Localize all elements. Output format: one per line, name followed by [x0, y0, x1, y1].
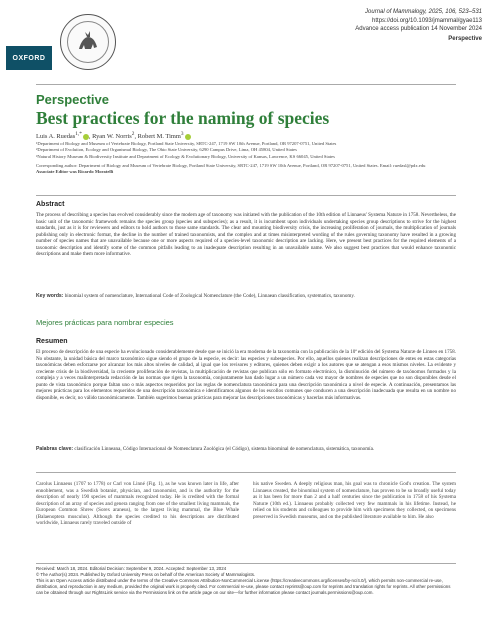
- footer-divider: [36, 563, 456, 564]
- header-divider: [36, 84, 456, 85]
- abstract-heading: Abstract: [36, 201, 65, 208]
- resumen-paragraph: El proceso de descripción de una especie ha evolucionado considerablemente desde que se inició la era moderna de la taxonomía con la publicación de la 10ª edición del Systema Naturæ de Linneo en 1758. No obstante, la unidad básica del marco taxonómico sigue siendo el grupo de la especie, es decir: las especies y subespecies. Por ello, aquellos quienes realizan descripciones de entes en estas categorías taxonómicas deben esforzarse por alcanzar los más altos niveles de calidad, al igual que los revisores y editores, quienes deben exigir a los autores que se atengan a esos mismos niveles. La evidente y creciente crisis de la biodiversidad, la creciente proliferación de revistas, la multiplicación de revistas que publican sólo en formato electrónico, la disminución del número de taxónomos formados y la compleja y a veces malinterpretada redacción de las normas que rigen la taxonomía, conjuntamente han dado lugar a un número cada vez mayor de nombres de especies que no son disponibles desde el punto de vista taxonómico porque faltan uno o más aspectos requeridos por las reglas de nomenclatura taxonómica para una descripción taxonómica a nivel de especie. A continuación, presentamos las mejores prácticas para los elementos requeridos de una descripción taxonómica e identificamos algunos de los escollos comunes que conducen a una descripción inadecuada que resulta en un nombre no disponible, es decir, no válido taxonómicamente. También sugerimos buenas prácticas para mejorar las descripciones taxonómicas y hacerlas más informativas.: [36, 349, 456, 401]
- body-divider: [36, 472, 456, 473]
- doi-link[interactable]: https://doi.org/10.1093/jmammal/gyae113: [372, 17, 482, 24]
- keywords: [36, 293, 456, 300]
- abstract-paragraph: The process of describing a species has evolved considerably since the modern age of taxonomy was initiated with the publication of the 10th edition of Linnaeus' Systema Naturæ in 1758. Nevertheless, the basic unit of the taxonomic framework remains the species group (species and subspecies); as a result, it is incumbent upon individuals undertaking species group descriptions to strive for the highest standards, just as it is for reviewers and editors to hold authors to those same standards. The clear and mounting biodiversity crisis, the increasing proliferation of journals, the multiplication of journals publishing only in electronic format, the decline in the number of trained taxonomists, and the complex and at times misinterpreted wording of the rules governing taxonomy have resulted in a growing number of species names that are unavailable because one or more aspects required of a species-level taxonomic description are lacking. Here, we present best practices for the required elements of a taxonomic description and identify some of the common pitfalls leading to an inadequate description resulting in an unavailable name. We also suggest best practices that would enhance taxonomic descriptions and make them more informative.: [36, 212, 456, 258]
- copyright: © The Author(s) 2024. Published by Oxford University Press on behalf of the American Society of Mammalogists.: [36, 571, 256, 577]
- affiliation: ²Department of Evolution, Ecology and Organismal Biology, The Ohio State University, 6290 Campus Drive, Lima, OH 45804, United States: [36, 147, 297, 153]
- author-name[interactable]: Robert M. Timm: [137, 133, 181, 141]
- palabras-clave: [36, 446, 456, 453]
- author-name[interactable]: Luis A. Ruedas: [36, 133, 76, 141]
- author-list: Luis A. Ruedas$^{1,*}$ , Ryan W. Norris$^2$, Robert M. Timm$^3$: [36, 131, 456, 140]
- journal-header: [0, 0, 492, 88]
- publisher-logo: OXFORD: [6, 46, 52, 70]
- orcid-icon[interactable]: [83, 134, 89, 140]
- resumen-heading: Resumen: [36, 338, 68, 345]
- journal-section: Perspective: [448, 35, 482, 42]
- society-seal-icon: [60, 14, 116, 70]
- license-text: This is an Open Access article distributed under the terms of the Creative Commons Attribution-NonCommercial License (https://creativecommons.org/licenses/by-nc/4.0/), which permits non-commercial re-use, distribution, and reproduction in any medium, provided the original work is properly cited. For commercial re-use, please contact reprints@oup.com for reprints and translation rights for reprints. All other permissions can be obtained through our RightsLink service via the Permissions link on the article page on our site—for further information please contact journals.permissions@oup.com.: [36, 577, 451, 595]
- resumen-text: [36, 349, 456, 401]
- orcid-icon[interactable]: [185, 134, 191, 140]
- spanish-title: Mejores prácticas para nombrar especies: [36, 318, 174, 327]
- keywords-label: Key words:: [36, 293, 64, 299]
- corresponding-author: Corresponding author: Department of Biology and Museum of Vertebrate Biology, Portland State University, SRTC-247, 1719 SW 10th Avenue, Portland, OR 97207-0751, United States. Email: ruedasl@pdx.edu: [36, 162, 426, 168]
- received-dates: Received: March 18, 2024. Editorial Decision: September 9, 2024. Accepted: September 13, 2024: [36, 566, 227, 571]
- abstract-text: [36, 212, 456, 258]
- body-column-left: Carolus Linnaeus (1707 to 1778) or Carl von Linné (Fig. 1), as he was known later in life, after ennoblement, was a Swedish botanist, physician, and taxonomist, and is the authority for the description of nearly 190 species of mammals recognized today. He is credited with the formal description of an array of species and genera ranging from one of the smallest living mammals, the European Common Shrew (Sorex araneus), to the largest living mammal, the Blue Whale (Balaenoptera musculus). Although the species credited to his descriptions are distributed worldwide, Linnaeus rarely traveled outside of: [36, 481, 239, 526]
- abstract-divider: [36, 195, 456, 196]
- associate-editor: Associate Editor was Ricardo Moratelli: [36, 169, 114, 175]
- journal-meta: [355, 8, 482, 43]
- keywords-text: binomial system of nomenclature, International Code of Zoological Nomenclature (the Code), Linnaean classification, systematics, taxonomy.: [64, 293, 355, 299]
- advance-access: Advance access publication 14 November 2024: [355, 26, 482, 32]
- affiliation: ¹Department of Biology and Museum of Vertebrate Biology, Portland State University, SRTC-247, 1719 SW 10th Avenue, Portland, OR 97207-0751, United States: [36, 141, 337, 146]
- affiliation: ³Natural History Museum & Biodiversity Institute and Department of Ecology & Evolutionary Biology, University of Kansas, Lawrence, KS 66045, United States: [36, 153, 335, 159]
- author-name[interactable]: Ryan W. Norris: [92, 133, 132, 141]
- journal-name: Journal of Mammalogy, 2025, 106, 523–531: [365, 9, 482, 15]
- body-column-right: his native Sweden. A deeply religious man, his goal was to chronicle God's creation. The system Linnaeus created, the binominal system of nomenclature, has proven to be so broadly useful today as it has been for more than 2 and a half centuries since the publication in 1758 of his Systema Naturæ (10th ed.). Linnaeus probably collected very few mammals in his lifetime. Instead, he relied on his students and colleagues to provide him with specimens they collected, on specimens preserved in Swedish museums, and on the published literature available to him. He also: [253, 481, 456, 520]
- affiliations: [36, 141, 456, 175]
- palabras-clave-label: Palabras clave:: [36, 446, 74, 452]
- palabras-clave-text: clasificación Linneana, Código Internacional de Nomenclatura Zoológica (el Código), sistema binominal de nomenclatura, sistemática, taxonomía.: [74, 446, 375, 452]
- article-section: Perspective: [36, 92, 109, 107]
- footer: [36, 566, 456, 596]
- article-title: Best practices for the naming of species: [36, 108, 330, 128]
- article-body: [36, 481, 456, 527]
